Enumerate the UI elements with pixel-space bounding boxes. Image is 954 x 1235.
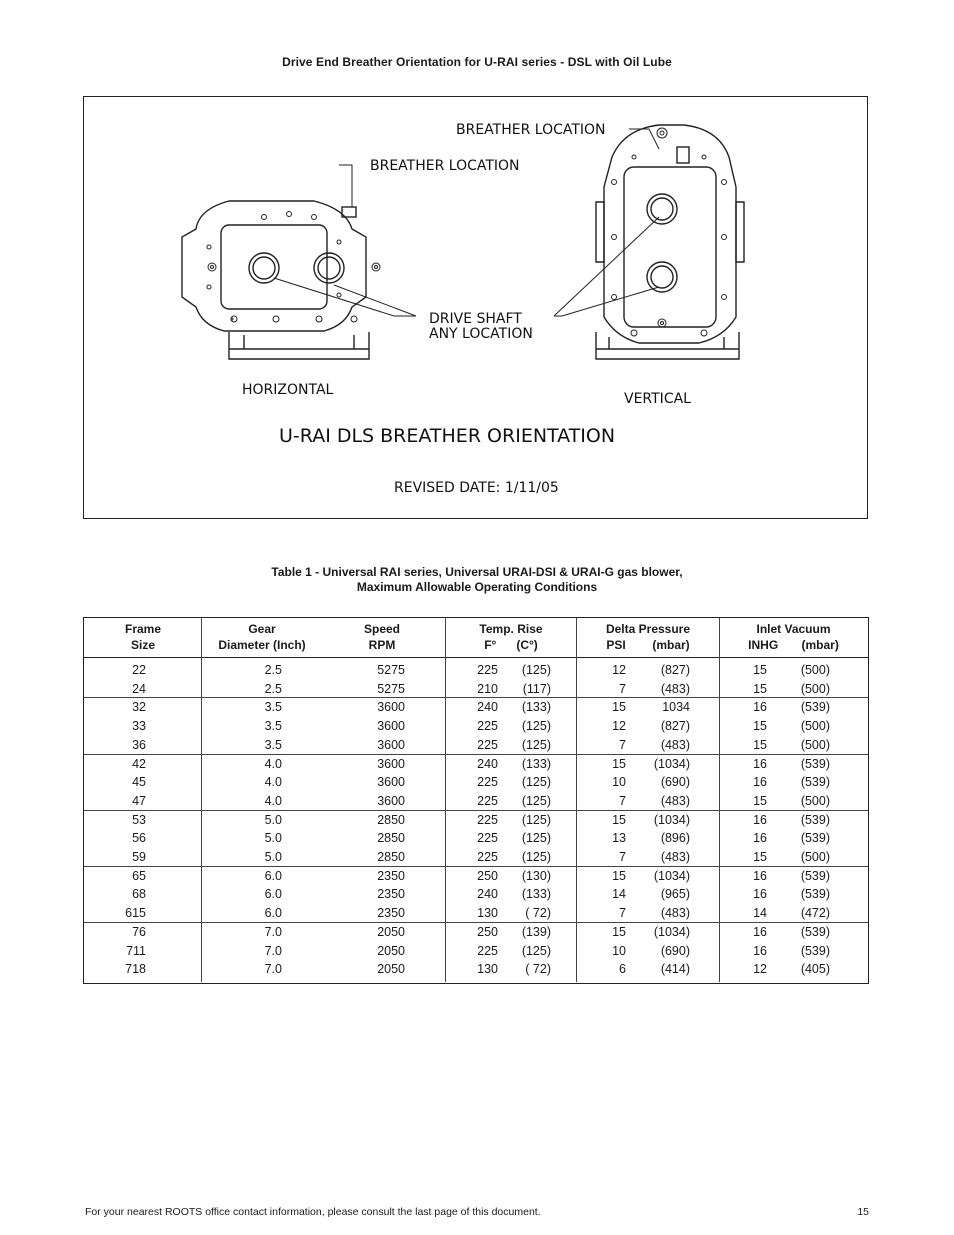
cell-speed: 2050: [377, 924, 405, 939]
cell-psi: 15: [612, 812, 626, 827]
cell-speed: 2050: [377, 943, 405, 958]
cell-vmbar: (472): [800, 906, 830, 921]
cell-frame: 711: [126, 943, 146, 958]
cell-vmbar: (500): [800, 737, 830, 752]
header-delta-pressure: Delta Pressure PSI (mbar): [605, 622, 691, 652]
cell-mbar: (414): [660, 962, 690, 977]
cell-speed: 3600: [377, 700, 405, 715]
cell-tc: (130): [521, 868, 551, 883]
breather-orientation-figure: [83, 96, 868, 519]
cell-inhg: 16: [753, 775, 767, 790]
cell-frame: 53: [132, 812, 146, 827]
cell-vmbar: (405): [800, 962, 830, 977]
cell-tf: 225: [477, 775, 498, 790]
cell-inhg: 16: [753, 887, 767, 902]
table-row: [84, 792, 868, 811]
cell-tc: ( 72): [525, 906, 551, 921]
cell-psi: 6: [619, 962, 626, 977]
cell-mbar: (483): [660, 906, 690, 921]
cell-vmbar: (539): [800, 812, 830, 827]
cell-tf: 225: [477, 831, 498, 846]
cell-gear: 4.0: [264, 793, 282, 808]
cell-vmbar: (539): [800, 924, 830, 939]
revised-date: REVISED DATE: 1/11/05: [394, 480, 559, 496]
cell-speed: 2350: [377, 868, 405, 883]
cell-gear: 6.0: [264, 906, 282, 921]
table-row: [84, 942, 868, 961]
cell-psi: 15: [612, 868, 626, 883]
cell-inhg: 16: [753, 924, 767, 939]
cell-psi: 15: [612, 700, 626, 715]
cell-tf: 240: [477, 887, 498, 902]
cell-speed: 3600: [377, 756, 405, 771]
table-row: [84, 736, 868, 755]
cell-speed: 3600: [377, 793, 405, 808]
cell-gear: 3.5: [264, 719, 282, 734]
cell-tc: (125): [521, 663, 551, 677]
cell-frame: 36: [132, 737, 146, 752]
cell-vmbar: (539): [800, 887, 830, 902]
cell-inhg: 15: [753, 737, 767, 752]
cell-psi: 10: [612, 943, 626, 958]
cell-inhg: 16: [753, 812, 767, 827]
operating-conditions-table: [83, 617, 869, 984]
cell-frame: 45: [132, 775, 146, 790]
table-row: [84, 755, 868, 774]
cell-gear: 3.5: [264, 700, 282, 715]
table-caption-line1: Table 1 - Universal RAI series, Universal URAI-DSI & URAI-G gas blower,: [271, 565, 683, 579]
cell-tf: 210: [477, 681, 498, 696]
cell-inhg: 15: [753, 681, 767, 696]
cell-speed: 2850: [377, 812, 405, 827]
cell-inhg: 15: [753, 793, 767, 808]
cell-mbar: (483): [660, 681, 690, 696]
cell-inhg: 15: [753, 719, 767, 734]
cell-gear: 5.0: [264, 850, 282, 864]
cell-inhg: 12: [753, 962, 767, 977]
drive-shaft-label: DRIVE SHAFT: [429, 311, 522, 327]
table-row: [84, 680, 868, 699]
cell-psi: 12: [612, 719, 626, 734]
cell-inhg: 16: [753, 943, 767, 958]
figure-title: U-RAI DLS BREATHER ORIENTATION: [279, 425, 616, 447]
cell-frame: 47: [132, 793, 146, 808]
cell-mbar: (1034): [653, 812, 690, 827]
cell-speed: 5275: [377, 663, 405, 677]
cell-inhg: 15: [753, 663, 767, 677]
table-row: [84, 829, 868, 848]
cell-inhg: 16: [753, 756, 767, 771]
cell-gear: 4.0: [264, 775, 282, 790]
cell-tf: 240: [477, 700, 498, 715]
table-row: [84, 717, 868, 736]
cell-psi: 7: [619, 906, 626, 921]
cell-frame: 32: [132, 700, 146, 715]
cell-speed: 3600: [377, 719, 405, 734]
cell-tc: (125): [521, 831, 551, 846]
cell-vmbar: (539): [800, 700, 830, 715]
header-frame: Frame Size: [124, 622, 162, 652]
cell-gear: 5.0: [264, 812, 282, 827]
cell-tc: ( 72): [525, 962, 551, 977]
horizontal-label: HORIZONTAL: [242, 382, 334, 398]
cell-vmbar: (500): [800, 850, 830, 864]
cell-mbar: (1034): [653, 924, 690, 939]
table-row: [84, 885, 868, 904]
cell-frame: 65: [132, 868, 146, 883]
cell-tc: (125): [521, 737, 551, 752]
cell-tc: (125): [521, 943, 551, 958]
cell-tf: 225: [477, 737, 498, 752]
cell-tf: 225: [477, 943, 498, 958]
header-temp: Temp. Rise F° (C°): [479, 622, 543, 652]
cell-frame: 22: [132, 663, 146, 677]
cell-vmbar: (539): [800, 756, 830, 771]
cell-vmbar: (500): [800, 793, 830, 808]
cell-gear: 7.0: [264, 943, 282, 958]
cell-frame: 718: [125, 962, 146, 977]
cell-psi: 7: [619, 737, 626, 752]
cell-frame: 615: [125, 906, 146, 921]
cell-mbar: 1034: [662, 700, 690, 715]
breather-location-label-left: BREATHER LOCATION: [370, 158, 520, 174]
page-title: Drive End Breather Orientation for U-RAI series - DSL with Oil Lube: [282, 55, 672, 69]
cell-frame: 24: [132, 681, 146, 696]
cell-frame: 76: [132, 924, 146, 939]
cell-tf: 240: [477, 756, 498, 771]
cell-gear: 2.5: [264, 681, 282, 696]
cell-gear: 6.0: [264, 868, 282, 883]
cell-vmbar: (500): [800, 663, 830, 677]
cell-tf: 225: [477, 663, 498, 677]
cell-psi: 15: [612, 924, 626, 939]
cell-gear: 5.0: [264, 831, 282, 846]
cell-frame: 33: [132, 719, 146, 734]
breather-location-label-right: BREATHER LOCATION: [456, 122, 606, 138]
cell-mbar: (827): [660, 663, 690, 677]
blower-drawing: [84, 97, 869, 520]
cell-vmbar: (539): [800, 943, 830, 958]
cell-inhg: 14: [753, 906, 767, 921]
cell-mbar: (483): [660, 793, 690, 808]
cell-tc: (133): [521, 700, 551, 715]
cell-mbar: (827): [660, 719, 690, 734]
header-inlet-vacuum: Inlet Vacuum INHG (mbar): [748, 622, 839, 652]
cell-mbar: (483): [660, 737, 690, 752]
cell-psi: 10: [612, 775, 626, 790]
cell-frame: 59: [132, 850, 146, 864]
header-speed: Speed RPM: [363, 622, 400, 652]
cell-gear: 7.0: [264, 962, 282, 977]
cell-tc: (125): [521, 775, 551, 790]
cell-tf: 225: [477, 719, 498, 734]
cell-speed: 2850: [377, 831, 405, 846]
cell-tc: (139): [521, 924, 551, 939]
cell-tf: 250: [477, 868, 498, 883]
cell-gear: 3.5: [264, 737, 282, 752]
table-row: [84, 661, 868, 680]
cell-tc: (125): [521, 812, 551, 827]
cell-inhg: 16: [753, 868, 767, 883]
cell-mbar: (965): [660, 887, 690, 902]
table-row: [84, 960, 868, 979]
cell-tc: (117): [522, 681, 551, 696]
cell-frame: 56: [132, 831, 146, 846]
table-row: [84, 923, 868, 942]
cell-speed: 2350: [377, 887, 405, 902]
cell-gear: 7.0: [264, 924, 282, 939]
cell-tf: 130: [477, 906, 498, 921]
table-row: [84, 867, 868, 886]
any-location-label: ANY LOCATION: [429, 326, 533, 342]
cell-psi: 15: [612, 756, 626, 771]
cell-inhg: 16: [753, 700, 767, 715]
cell-psi: 7: [619, 681, 626, 696]
cell-tf: 225: [477, 812, 498, 827]
cell-frame: 68: [132, 887, 146, 902]
vertical-blower-drawing: [596, 125, 744, 359]
cell-mbar: (690): [660, 775, 690, 790]
footer-note: For your nearest ROOTS office contact information, please consult the last page of this document.: [85, 1206, 541, 1218]
cell-mbar: (896): [660, 831, 690, 846]
cell-psi: 7: [619, 793, 626, 808]
cell-gear: 2.5: [264, 663, 282, 677]
cell-speed: 2050: [377, 962, 405, 977]
cell-speed: 3600: [377, 737, 405, 752]
table-row: [84, 698, 868, 717]
cell-inhg: 15: [753, 850, 767, 864]
table-caption-line2: Maximum Allowable Operating Conditions: [356, 580, 598, 594]
cell-tf: 225: [477, 793, 498, 808]
cell-gear: 4.0: [264, 756, 282, 771]
cell-vmbar: (539): [800, 831, 830, 846]
cell-psi: 12: [612, 663, 626, 677]
cell-mbar: (1034): [653, 756, 690, 771]
cell-tf: 250: [477, 924, 498, 939]
cell-vmbar: (500): [800, 719, 830, 734]
cell-tc: (125): [521, 793, 551, 808]
cell-mbar: (483): [660, 850, 690, 864]
page-number: 15: [857, 1206, 869, 1218]
cell-mbar: (690): [660, 943, 690, 958]
table-row: [84, 904, 868, 923]
cell-vmbar: (539): [800, 868, 830, 883]
cell-tc: (125): [521, 719, 551, 734]
table-row: [84, 848, 868, 867]
table-row: [84, 773, 868, 792]
cell-mbar: (1034): [653, 868, 690, 883]
header-gear: Gear Diameter (Inch): [218, 622, 306, 652]
cell-speed: 2850: [377, 850, 405, 864]
cell-tc: (133): [521, 887, 551, 902]
cell-vmbar: (539): [800, 775, 830, 790]
cell-inhg: 16: [753, 831, 767, 846]
cell-tc: (133): [521, 756, 551, 771]
cell-frame: 42: [132, 756, 146, 771]
cell-tf: 130: [477, 962, 498, 977]
cell-psi: 7: [619, 850, 626, 864]
cell-psi: 13: [612, 831, 626, 846]
cell-speed: 5275: [377, 681, 405, 696]
vertical-label: VERTICAL: [624, 391, 691, 407]
cell-tf: 225: [477, 850, 498, 864]
cell-gear: 6.0: [264, 887, 282, 902]
table-row: [84, 811, 868, 830]
cell-speed: 2350: [377, 906, 405, 921]
cell-vmbar: (500): [800, 681, 830, 696]
cell-speed: 3600: [377, 775, 405, 790]
cell-psi: 14: [612, 887, 626, 902]
cell-tc: (125): [521, 850, 551, 864]
